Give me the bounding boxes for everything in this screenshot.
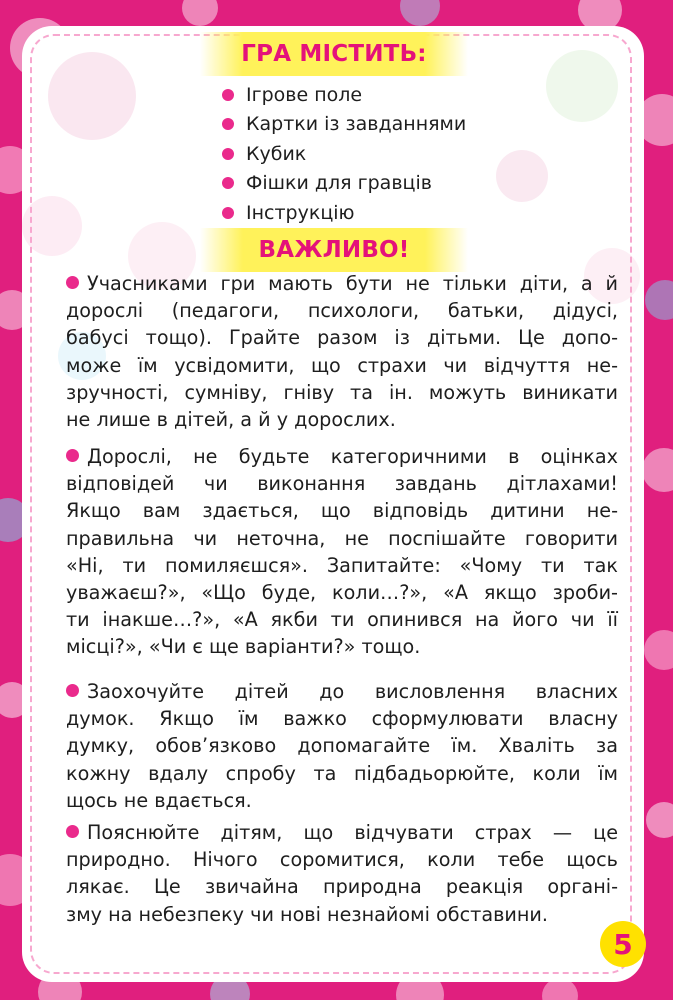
bullet-icon xyxy=(222,177,234,189)
page-number-badge xyxy=(600,921,646,967)
contents-heading: ГРА МІСТИТЬ: xyxy=(241,41,427,67)
important-paragraph-3: Заохочуйте дітей до висловлення власних думок. Якщо їм важко сформулювати власну думку, обов’язково допомагайте їм. Хваліть за кожну вдалу спробу та підбадьорюйте, коли їм щось не вдається. xyxy=(66,680,618,812)
list-item: Кубик xyxy=(222,139,466,169)
important-paragraph-2: Дорослі, не будьте категоричними в оцінках відповідей чи виконання завдань дітлахами! Якщо вам здається, що відповідь дитини не- правильна чи неточна, не поспішайте говорити «Ні, ти помиляєшся». Запитайте: «Чому ти так уважаєш?», «Що буде, коли…?», «А якщо зроби- ти інакше…?», «А якби ти опинився на його чи її місці?», «Чи є ще варіанти?» тощо. xyxy=(66,445,618,659)
list-item: Ігрове поле xyxy=(222,80,466,110)
bullet-icon xyxy=(66,684,79,697)
important-paragraph-4: Пояснюйте дітям, що відчувати страх — це природно. Нічого соромитися, коли тебе щось лякає. Це звичайна природна реакція органі- зму на небезпеку чи нові незнайомі обставини. xyxy=(66,821,618,926)
list-item: Інструкцію xyxy=(222,198,466,228)
important-heading: ВАЖЛИВО! xyxy=(258,237,410,263)
important-banner xyxy=(200,228,468,272)
bullet-icon xyxy=(66,825,79,838)
bullet-icon xyxy=(222,118,234,130)
bullet-icon xyxy=(222,148,234,160)
bullet-icon xyxy=(66,276,79,289)
bullet-icon xyxy=(222,207,234,219)
bullet-icon xyxy=(222,89,234,101)
contents-banner xyxy=(200,32,468,76)
important-paragraph-1: Учасниками гри мають бути не тільки діти, а й дорослі (педагоги, психологи, батьки, дідусі, бабусі тощо). Грайте разом із дітьми. Це допо- може їм усвідомити, що страхи чи відчуття не- зручності, сумніву, гніву та ін. можуть виникати не лише в дітей, а й у дорослих. xyxy=(66,272,618,432)
list-item: Картки із завданнями xyxy=(222,110,466,140)
bullet-icon xyxy=(66,449,79,462)
list-item: Фішки для гравців xyxy=(222,169,466,199)
page-number: 5 xyxy=(613,927,633,961)
contents-list xyxy=(222,80,466,228)
